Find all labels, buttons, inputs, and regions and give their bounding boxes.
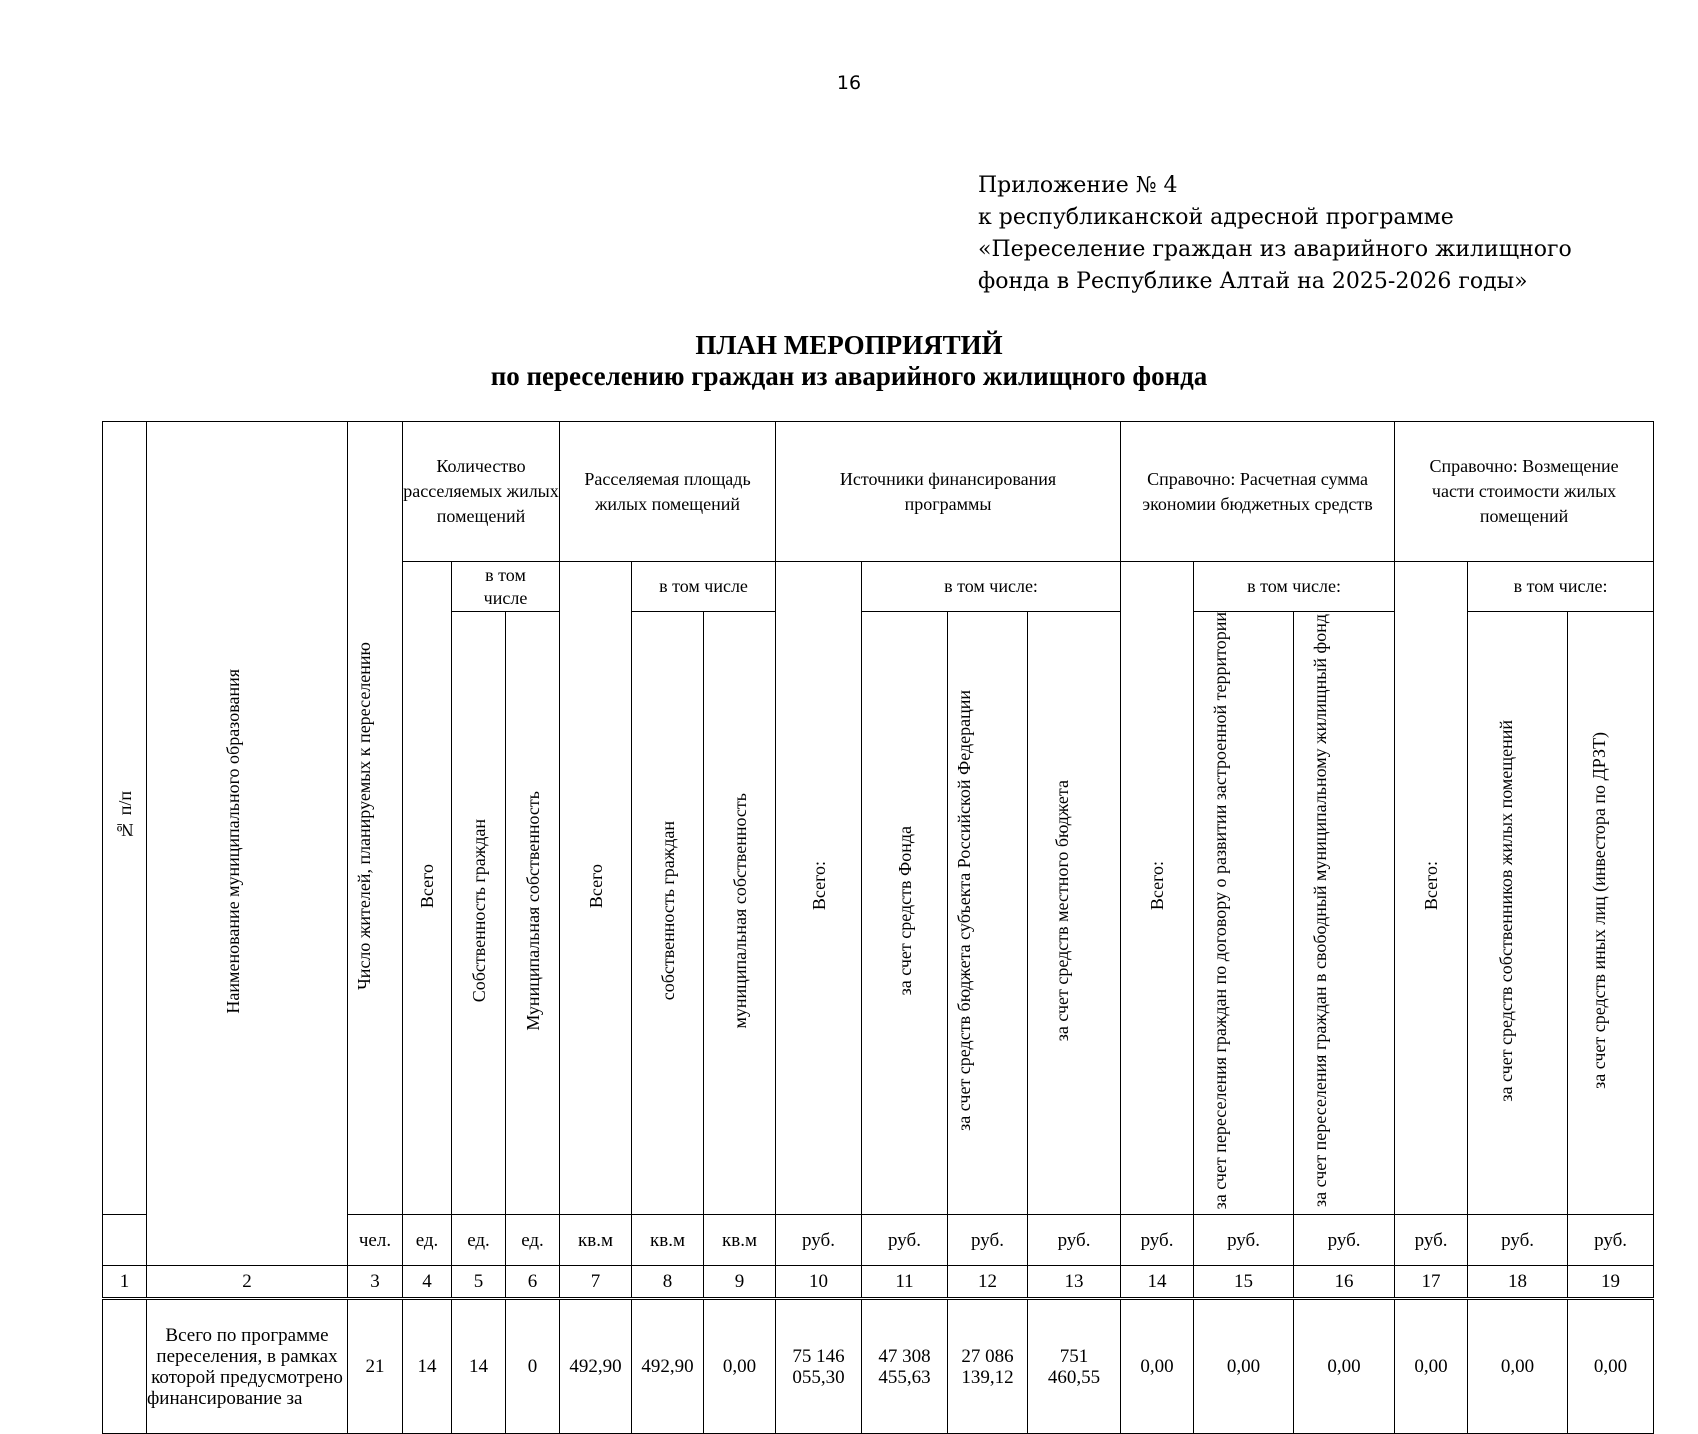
column-numbers-row xyxy=(103,1266,1654,1299)
row-value-cell: 75 146 055,30 xyxy=(776,1299,862,1434)
row-value-cell: 0,00 xyxy=(1568,1299,1654,1434)
header-area-including: в том числе xyxy=(632,562,776,612)
header-comp-including: в том числе: xyxy=(1468,562,1654,612)
header-sources-subject: за счет средств бюджета субъекта Российской Федерации xyxy=(948,612,1028,1215)
row-value-cell: 0,00 xyxy=(1294,1299,1395,1434)
column-number: 7 xyxy=(560,1266,632,1299)
header-economy-including: в том числе: xyxy=(1194,562,1395,612)
unit-cell: руб. xyxy=(1028,1215,1121,1266)
annex-line-2: к республиканской адресной программе xyxy=(978,205,1454,230)
unit-cell: руб. xyxy=(1568,1215,1654,1266)
unit-cell: ед. xyxy=(403,1215,452,1266)
annex-line-4: фонда в Республике Алтай на 2025-2026 годы» xyxy=(978,269,1528,294)
row-value-cell: 0,00 xyxy=(1121,1299,1194,1434)
row-value-cell: 14 xyxy=(452,1299,506,1434)
annex-line-3: «Переселение граждан из аварийного жилищного xyxy=(978,237,1572,262)
unit-cell: руб. xyxy=(862,1215,948,1266)
unit-cell: руб. xyxy=(1294,1215,1395,1266)
column-number: 10 xyxy=(776,1266,862,1299)
unit-cell xyxy=(103,1215,147,1266)
unit-cell: руб. xyxy=(1468,1215,1568,1266)
page-number: 16 xyxy=(836,72,862,94)
header-comp-owners: за счет средств собственников жилых помещений xyxy=(1468,612,1568,1215)
row-num-cell xyxy=(103,1299,147,1434)
unit-cell: ед. xyxy=(506,1215,560,1266)
row-value-cell: 751 460,55 xyxy=(1028,1299,1121,1434)
row-value-cell: 14 xyxy=(403,1299,452,1434)
unit-cell: чел. xyxy=(348,1215,403,1266)
column-number: 11 xyxy=(862,1266,948,1299)
column-number: 19 xyxy=(1568,1266,1654,1299)
header-area-citizens: собственность граждан xyxy=(632,612,704,1215)
column-number: 5 xyxy=(452,1266,506,1299)
row-value-cell: 0,00 xyxy=(1468,1299,1568,1434)
column-number: 6 xyxy=(506,1266,560,1299)
unit-cell: руб. xyxy=(1194,1215,1294,1266)
header-sources-fund: за счет средств Фонда xyxy=(862,612,948,1215)
header-area-total: Всего xyxy=(560,562,632,1215)
plan-title-main: ПЛАН МЕРОПРИЯТИЙ xyxy=(695,330,1003,360)
column-number: 9 xyxy=(704,1266,776,1299)
column-number: 4 xyxy=(403,1266,452,1299)
table-row xyxy=(103,1299,1654,1434)
header-comp-total: Всего: xyxy=(1395,562,1468,1215)
header-group-area: Расселяемая площадь жилых помещений xyxy=(560,422,776,562)
column-number: 12 xyxy=(948,1266,1028,1299)
plan-title xyxy=(0,330,1698,392)
row-value-cell: 492,90 xyxy=(632,1299,704,1434)
column-number: 8 xyxy=(632,1266,704,1299)
unit-cell: кв.м xyxy=(632,1215,704,1266)
unit-cell: руб. xyxy=(948,1215,1028,1266)
annex-block xyxy=(978,170,1572,298)
column-number: 15 xyxy=(1194,1266,1294,1299)
header-area-municipal: муниципальная собственность xyxy=(704,612,776,1215)
header-sources-total: Всего: xyxy=(776,562,862,1215)
row-value-cell: 0,00 xyxy=(1194,1299,1294,1434)
column-number: 18 xyxy=(1468,1266,1568,1299)
annex-line-1: Приложение № 4 xyxy=(978,173,1178,198)
row-value-cell: 27 086 139,12 xyxy=(948,1299,1028,1434)
row-value-cell: 0,00 xyxy=(704,1299,776,1434)
header-group-economy: Справочно: Расчетная сумма экономии бюджетных средств xyxy=(1121,422,1395,562)
header-group-sources: Источники финансирования программы xyxy=(776,422,1121,562)
unit-cell: руб. xyxy=(776,1215,862,1266)
unit-cell: руб. xyxy=(1395,1215,1468,1266)
header-group-premises: Количество расселяемых жилых помещений xyxy=(403,422,560,562)
plan-title-sub: по переселению граждан из аварийного жилищного фонда xyxy=(490,361,1208,391)
row-value-cell: 492,90 xyxy=(560,1299,632,1434)
row-value-cell: 21 xyxy=(348,1299,403,1434)
unit-cell: руб. xyxy=(1121,1215,1194,1266)
header-premises-citizens: Собственность граждан xyxy=(452,612,506,1215)
column-number: 1 xyxy=(103,1266,147,1299)
unit-cell: кв.м xyxy=(704,1215,776,1266)
header-sources-including: в том числе: xyxy=(862,562,1121,612)
row-name-cell: Всего по программе переселения, в рамках которой предусмотрено финансирование за xyxy=(147,1299,348,1434)
header-row-groups xyxy=(103,422,1654,562)
column-number: 3 xyxy=(348,1266,403,1299)
unit-cell: кв.м xyxy=(560,1215,632,1266)
header-residents: Число жителей, планируемых к переселению xyxy=(348,422,403,1215)
row-value-cell: 0,00 xyxy=(1395,1299,1468,1434)
column-number: 16 xyxy=(1294,1266,1395,1299)
header-economy-total: Всего: xyxy=(1121,562,1194,1215)
header-premises-municipal: Муниципальная собственность xyxy=(506,612,560,1215)
header-premises-including: в том числе xyxy=(452,562,560,612)
header-comp-others: за счет средств иных лиц (инвестора по ДРЗТ) xyxy=(1568,612,1654,1215)
plan-table xyxy=(102,421,1654,1434)
header-group-compensation: Справочно: Возмещение части стоимости жилых помещений xyxy=(1395,422,1654,562)
column-number: 2 xyxy=(147,1266,348,1299)
column-number: 13 xyxy=(1028,1266,1121,1299)
unit-cell: ед. xyxy=(452,1215,506,1266)
row-value-cell: 47 308 455,63 xyxy=(862,1299,948,1434)
header-name: Наименование муниципального образования xyxy=(147,422,348,1266)
header-economy-free-fund: за счет переселения граждан в свободный муниципальному жилищный фонд xyxy=(1294,612,1395,1215)
header-sources-local: за счет средств местного бюджета xyxy=(1028,612,1121,1215)
row-value-cell: 0 xyxy=(506,1299,560,1434)
column-number: 14 xyxy=(1121,1266,1194,1299)
column-number: 17 xyxy=(1395,1266,1468,1299)
header-premises-total: Всего xyxy=(403,562,452,1215)
header-economy-development: за счет переселения граждан по договору о развитии застроенной территории xyxy=(1194,612,1294,1215)
header-num: № п/п xyxy=(103,422,147,1215)
